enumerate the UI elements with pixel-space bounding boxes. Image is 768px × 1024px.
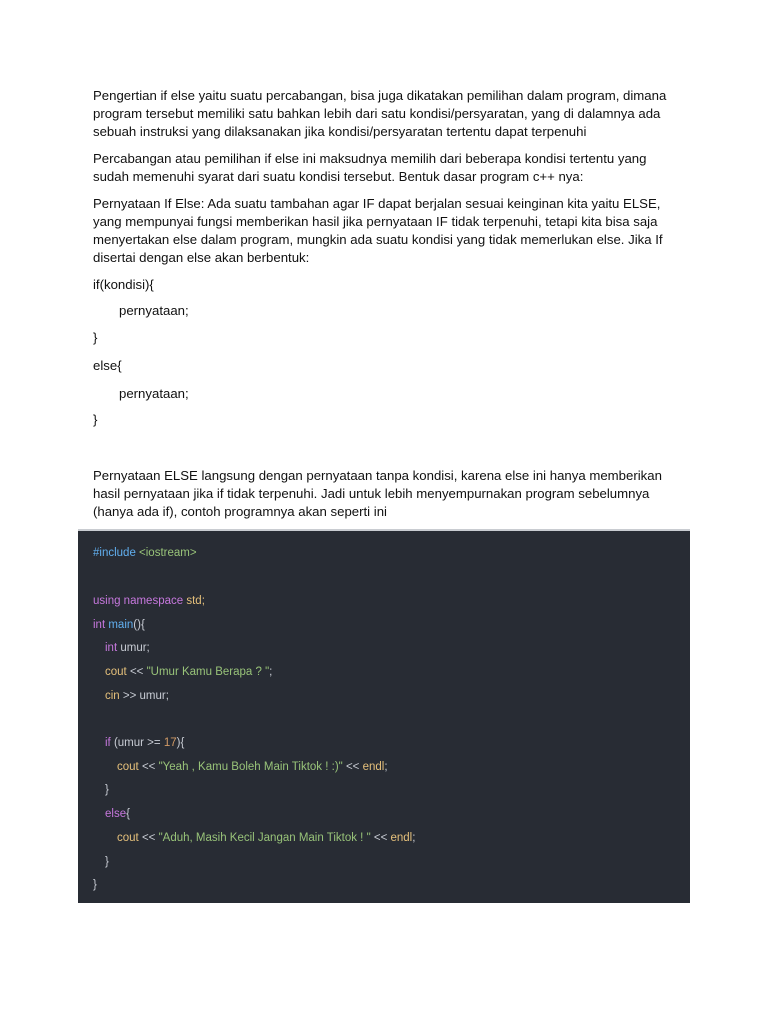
code-token: >> umur; bbox=[119, 690, 169, 702]
code-token: } bbox=[105, 856, 109, 868]
code-token: ; bbox=[412, 832, 416, 844]
code-line-declare bbox=[105, 640, 150, 656]
code-block bbox=[78, 529, 690, 903]
code-line-include bbox=[93, 545, 197, 561]
code-token: endl bbox=[390, 832, 413, 844]
code-token: else bbox=[105, 808, 127, 820]
code-token: main bbox=[105, 619, 134, 631]
code-line-cout-3 bbox=[117, 830, 415, 846]
code-token: using namespace bbox=[93, 595, 184, 607]
code-token: if bbox=[105, 737, 111, 749]
code-token: int bbox=[105, 642, 118, 654]
code-token: cout bbox=[105, 666, 127, 678]
paragraph-branching: Percabangan atau pemilihan if else ini maksudnya memilih dari beberapa kondisi tertentu yang sudah memenuhi syarat dari suatu kondisi tersebut. Bentuk dasar program c++ nya: bbox=[93, 151, 647, 184]
syntax-if-open: if(kondisi){ bbox=[93, 277, 154, 292]
code-token: cout bbox=[117, 832, 139, 844]
code-token: { bbox=[126, 808, 130, 820]
code-line-cin bbox=[105, 688, 169, 704]
syntax-close-2: } bbox=[93, 412, 98, 427]
code-line-if-close bbox=[105, 782, 109, 798]
code-token: <iostream> bbox=[135, 547, 197, 559]
code-token: "Aduh, Masih Kecil Jangan Main Tiktok ! " bbox=[158, 832, 371, 844]
code-token: } bbox=[105, 784, 109, 796]
syntax-close-1: } bbox=[93, 330, 98, 345]
code-token: << bbox=[370, 832, 391, 844]
code-line-using bbox=[93, 593, 205, 609]
code-token: "Umur Kamu Berapa ? " bbox=[146, 666, 270, 678]
code-line-else bbox=[105, 806, 130, 822]
code-token: umur; bbox=[117, 642, 150, 654]
code-token: } bbox=[93, 879, 97, 891]
code-line-cout-1 bbox=[105, 664, 272, 680]
code-token: (){ bbox=[133, 619, 145, 631]
paragraph-else-explanation: Pernyataan ELSE langsung dengan pernyataan tanpa kondisi, karena else ini hanya memberikan hasil pernyataan jika if tidak terpenuhi. Jadi untuk lebih menyempurnakan program sebelumnya (hanya ada if), contoh programnya akan seperti ini bbox=[93, 468, 662, 519]
code-token: ; bbox=[384, 761, 388, 773]
code-token: << bbox=[138, 761, 159, 773]
paragraph-definition: Pengertian if else yaitu suatu percabangan, bisa juga dikatakan pemilihan dalam program, dimana program tersebut memiliki satu bahkan lebih dari satu kondisi/persyaratan, yang di dalamnya ada sebuah instruksi yang dilaksanakan jika kondisi/persyaratan tertentu dapat terpenuhi bbox=[93, 88, 667, 139]
code-token: int bbox=[93, 619, 106, 631]
code-token: endl bbox=[362, 761, 385, 773]
code-line-main bbox=[93, 617, 145, 633]
code-token: ; bbox=[269, 666, 273, 678]
code-token: << bbox=[342, 761, 363, 773]
code-line-else-close bbox=[105, 854, 109, 870]
code-token: std; bbox=[183, 595, 205, 607]
code-token: cout bbox=[117, 761, 139, 773]
code-token: "Yeah , Kamu Boleh Main Tiktok ! :)" bbox=[158, 761, 343, 773]
code-line-main-close bbox=[93, 877, 97, 893]
code-token: cin bbox=[105, 690, 120, 702]
code-token: ){ bbox=[176, 737, 185, 749]
syntax-else-open: else{ bbox=[93, 358, 122, 373]
code-token: << bbox=[126, 666, 147, 678]
code-line-if bbox=[105, 735, 184, 751]
code-token: << bbox=[138, 832, 159, 844]
code-token: 17 bbox=[163, 737, 177, 749]
code-line-cout-2 bbox=[117, 759, 388, 775]
code-token: (umur >= bbox=[110, 737, 164, 749]
syntax-statement-1: pernyataan; bbox=[119, 303, 189, 318]
syntax-statement-2: pernyataan; bbox=[119, 386, 189, 401]
paragraph-if-else-statement: Pernyataan If Else: Ada suatu tambahan agar IF dapat berjalan sesuai keinginan kita yaitu ELSE, yang mempunyai fungsi memberikan hasil jika pernyataan IF tidak terpenuhi, tetapi kita bisa saja menyertakan else dalam program, mungkin ada suatu kondisi yang tidak memerlukan else. Jika If disertai dengan else akan berbentuk: bbox=[93, 196, 663, 265]
code-token: #include bbox=[93, 547, 136, 559]
